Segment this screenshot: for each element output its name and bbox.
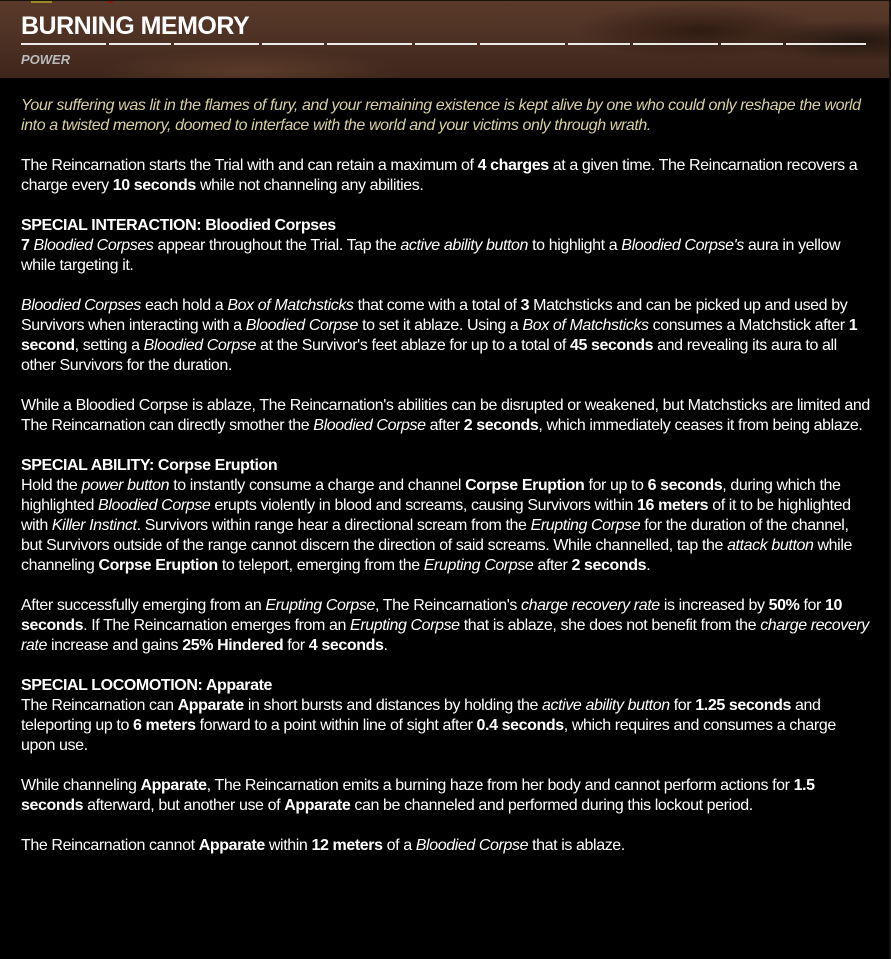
value: 2 seconds [571,557,647,574]
text: at a given time. The Reincarnation recovers a charge every [21,157,858,194]
term: Erupting Corpse [265,597,375,614]
text: . [383,637,388,654]
text: of a [382,837,416,854]
text: of it to be highlighted with [21,497,851,534]
text: consumes a Matchstick after [648,317,849,334]
term: Killer Instinct [51,517,137,534]
term: active ability button [542,697,670,714]
value: 6 meters [133,717,196,734]
text: to highlight a [528,237,622,254]
value: Corpse Eruption [98,557,218,574]
value: 3 [520,297,530,314]
text: . [646,557,651,574]
value: 7 [21,237,30,254]
text: . If The Reincarnation emerges from an [83,617,351,634]
term: Erupting Corpse [350,617,460,634]
text: for [283,637,309,654]
interaction-paragraph-2 [21,296,873,376]
text: after [425,417,464,434]
text: While channeling [21,777,141,794]
term: Bloodied Corpse [313,417,426,434]
intro-paragraph [21,156,873,196]
text: After successfully emerging from an [21,597,266,614]
text: each hold a [140,297,228,314]
text: for up to [584,477,648,494]
section-heading-ability: SPECIAL ABILITY: Corpse Eruption [21,457,278,474]
term: active ability button [400,237,529,254]
term: charge recovery rate [21,617,869,654]
locomotion-paragraph-3 [21,836,873,856]
text: afterward, but another use of [83,797,285,814]
value: 1.5 seconds [21,777,815,814]
value: 2 seconds [463,417,539,434]
interaction-paragraph-1 [21,216,873,276]
value: 25% Hindered [182,637,284,654]
section-heading-locomotion: SPECIAL LOCOMOTION: Apparate [21,677,273,694]
text: , The Reincarnation's [375,597,522,614]
text: that come with a total of [353,297,521,314]
term: Box of Matchsticks [227,297,354,314]
text: , setting a [74,337,144,354]
value: Apparate [198,837,265,854]
term: Box of Matchsticks [522,317,649,334]
text: for [669,697,696,714]
term: charge recovery rate [521,597,660,614]
ability-paragraph-1 [21,456,873,576]
text: , during which the highlighted [21,477,841,514]
term: Bloodied Corpse [415,837,529,854]
term: Bloodied Corpses [33,237,154,254]
locomotion-paragraph-1 [21,676,873,756]
term: attack button [727,537,814,554]
text: and teleporting up to [21,697,821,734]
text: within [264,837,312,854]
text: While a Bloodied Corpse is ablaze, The Reincarnation's abilities can be disrupted or weakened, but Matchsticks are limited and The Reincarnation can directly smother the [21,397,870,434]
locomotion-paragraph-2 [21,776,873,816]
text: at the Survivor's feet ablaze for up to a total of [255,337,570,354]
value: 1.25 seconds [695,697,791,714]
value: Apparate [284,797,351,814]
value: 16 meters [637,497,709,514]
text: increase and gains [46,637,183,654]
text: , which requires and consumes a charge upon use. [21,717,836,754]
text: that is ablaze, she does not benefit from the [459,617,761,634]
top-accent-mark-red [108,1,113,3]
value: Apparate [177,697,244,714]
value: 50% [768,597,800,614]
value: 0.4 seconds [476,717,564,734]
title-divider [21,43,866,45]
text: The Reincarnation starts the Trial with and can retain a maximum of [21,157,478,174]
term: power button [81,477,170,494]
term: Bloodied Corpse's [621,237,744,254]
value: 1 second [21,317,858,354]
text: after [533,557,572,574]
value: Corpse Eruption [465,477,585,494]
text: Hold the [21,477,82,494]
flavor-text: Your suffering was lit in the flames of fury, and your remaining existence is kept alive by one who could only reshape the world into a twisted memory, doomed to interface with the world and your victims only through wrath. [21,97,861,134]
ability-paragraph-2 [21,596,873,656]
text: . Survivors within range hear a directional scream from the [136,517,531,534]
power-title: BURNING MEMORY [21,12,250,40]
text: erupts violently in blood and screams, causing Survivors within [210,497,638,514]
value: 10 seconds [21,597,843,634]
text: while not channeling any abilities. [195,177,424,194]
term: Erupting Corpse [530,517,641,534]
interaction-paragraph-3 [21,396,873,436]
power-description [21,96,873,876]
text: appear throughout the Trial. Tap the [153,237,401,254]
term: Erupting Corpse [423,557,534,574]
text: and revealing its aura to all other Survivors for the duration. [21,337,837,374]
value-charges: 4 charges [477,157,549,174]
text: can be channeled and performed during this lockout period. [350,797,753,814]
text: to instantly consume a charge and channel [169,477,466,494]
section-heading-interaction: SPECIAL INTERACTION: Bloodied Corpses [21,217,336,234]
text: , which immediately ceases it from being ablaze. [538,417,863,434]
text: The Reincarnation cannot [21,837,199,854]
value-recovery-time: 10 seconds [112,177,196,194]
text: in short bursts and distances by holding the [243,697,543,714]
value: 6 seconds [647,477,723,494]
text: is increased by [659,597,769,614]
text: that is ablaze. [528,837,625,854]
top-accent-mark [31,1,52,3]
text: for [799,597,826,614]
text: to teleport, emerging from the [217,557,424,574]
value: 12 meters [311,837,383,854]
text: Matchsticks and can be picked up and used by Survivors when interacting with a [21,297,848,334]
text: aura in yellow while targeting it. [21,237,841,274]
term: Bloodied Corpse [143,337,256,354]
value: Apparate [140,777,207,794]
text: for the duration of the channel, but Survivors outside of the range cannot discern the direction of said screams. While channelled, tap the [21,517,849,554]
text: , The Reincarnation emits a burning haze from her body and cannot perform actions for [206,777,794,794]
value: 4 seconds [308,637,384,654]
power-header-banner [0,0,889,78]
text: The Reincarnation can [21,697,178,714]
term: Bloodied Corpses [21,297,141,314]
value: 45 seconds [569,337,654,354]
power-subtitle: POWER [21,52,71,67]
term: Bloodied Corpse [98,497,211,514]
text: to set it ablaze. Using a [358,317,523,334]
text: while channeling [21,537,852,574]
term: Bloodied Corpse [245,317,359,334]
text: forward to a point within line of sight after [195,717,477,734]
